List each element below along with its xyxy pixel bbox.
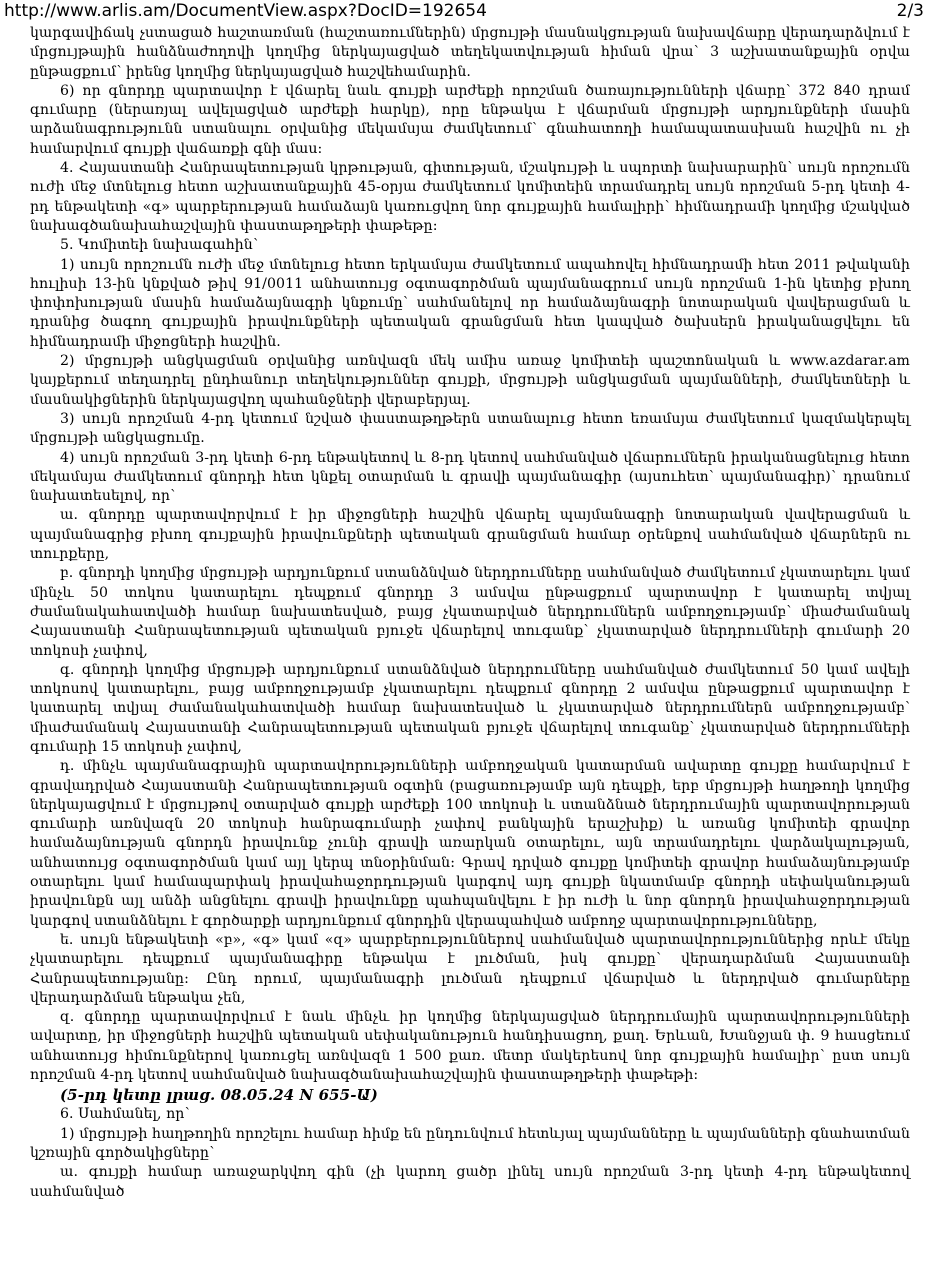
paragraph: 6) որ գնորդը պարտավոր է վճարել նաև գույքի արժեքի որոշման ծառայությունների վճարը՝ 372 840 դրամ գումարը (ներառյալ ավելացված արժեքի հարկը), որը ենթակա է վճարման մրցույթի արդյունքների մասին արձանագրությունն ստանալու օրվանից մեկամսյա ժամկետում՝ գնահատողի համապատասխան հաշվին ու չի համարվում գույքի վաճառքի գնի մաս:: [30, 82, 910, 157]
paragraph: 4. Հայաստանի Հանրապետության կրթության, գիտության, մշակույթի և սպորտի նախարարին՝ սույն որոշումն ուժի մեջ մտնելուց հետո աշխատանքային 45-օրյա ժամկետում կոմիտեին տրամադրել սույն որոշման 5-րդ կետի 4-րդ ենթակետի «գ» պարբերության համաձայն կառուցվող նոր գույքային համալիրի՝ հիմնադրամի կողմից մշակված նախագծանախահաշվային փաստաթղթերի փաթեթը:: [30, 160, 910, 234]
paragraph: ա. գնորդը պարտավորվում է իր միջոցների հաշվին վճարել պայմանագրի նոտարական վավերացման և պայմանագրից բխող գույքային իրավունքների պետական գրանցման համար օրենքով սահմանված վճարներն ու տուրքերը,: [30, 507, 910, 563]
paragraph: բ. գնորդի կողմից մրցույթի արդյունքում ստանձնված ներդրումները սահմանված ժամկետում չկատարելու կամ մինչև 50 տոկոս կատարելու դեպքում գնորդը 3 ամսվա ընթացքում պարտավոր է կատարել տվյալ ժամանակահատվածի համար նախատեսված, բայց չկատարված ներդրումներն ամբողջությամբ՝ միաժամանակ Հայաստանի Հանրապետության պետական բյուջե վճարելով տուգանք՝ չկատարված ներդրումների գումարի 20 տոկոսի չափով,: [30, 565, 910, 659]
paragraph: զ. գնորդը պարտավորվում է նաև մինչև իր կողմից ներկայացված ներդրումային պարտավորությունների ավարտը, իր միջոցների հաշվին պետական սեփականություն հանդիսացող, քաղ. Երևան, Խանջյան փ. 9 հասցեում անհատույց հիմունքներով կառուցել առնվազն 1 500 քառ. մետր մակերեսով նոր գույքային համալիր՝ ըստ սույն որոշման 4-րդ կետով սահմանված նախագծանախահաշվային փաստաթղթերի փաթեթի:: [30, 1009, 910, 1084]
print-header: [0, 0, 932, 24]
paragraph: դ. մինչև պայմանագրային պարտավորությունների ամբողջական կատարման ավարտը գույքը համարվում է գրավադրված Հայաստանի Հանրապետության օգտին (բացառությամբ այն դեպքի, երբ մրցույթի հաղթողի կողմից ներկայացվում է մրցույթով օտարված գույքի արժեքի 100 տոկոսի և ստանձնած ներդրումային պարտավորության գումարի առնվազն 20 տոկոսի հանրագումարի չափով բանկային երաշխիք) և առանց կոմիտեի գրավոր համաձայնության գնորդն իրավունք չունի գրավի առարկան օտարելու, այն տրամադրելու վարձակալության, անհատույց օգտագործման կամ այլ կերպ տնօրինման: Գրավ դրված գույքը կոմիտեի գրավոր համաձայնությամբ օտարելու կամ համապարփակ իրավահաջորդության կարգով այդ գույքի նկատմամբ գնորդի սեփականության իրավունքն այլ անձի անցնելու գրավի իրավունքը պահպանվելու է իր ուժի և նոր գնորդն իրավահաջորդության կարգով ստանձնելու է գործարքի արդյունքում գնորդին վերապահված ամբողջ պարտավորությունները,: [30, 758, 910, 929]
paragraph: 5. Կոմիտեի նախագահին՝: [60, 237, 259, 254]
page-url: http://www.arlis.am/DocumentView.aspx?DocID=192654: [4, 1, 487, 21]
page-number: 2/3: [896, 1, 924, 21]
paragraph: ա. գույքի համար առաջարկվող գին (չի կարող ցածր լինել սույն որոշման 3-րդ կետի 4-րդ ենթակետով սահմանված: [30, 1164, 910, 1200]
paragraph: գ. գնորդի կողմից մրցույթի արդյունքում ստանձնված ներդրումները սահմանված ժամկետում 50 կամ ավելի տոկոսով կատարելու, բայց ամբողջությամբ չկատարելու դեպքում գնորդը 2 ամսվա ընթացքում պարտավոր է կատարել տվյալ ժամանակահատվածի համար նախատեսված և չկատարված ներդրումներն ամբողջությամբ՝ միաժամանակ Հայաստանի Հանրապետության պետական բյուջե վճարելով տուգանք՝ չկատարված ներդրումների գումարի 15 տոկոսի չափով,: [30, 661, 910, 755]
paragraph: 1) սույն որոշումն ուժի մեջ մտնելուց հետո երկամսյա ժամկետում ապահովել հիմնադրամի հետ 2011 թվականի հուլիսի 13-ին կնքված թիվ 91/0011 անհատույց օգտագործման պայմանագրում սույն որոշման 1-ին կետից բխող փոփոխության մասին համաձայնագրի կնքումը՝ սահմանելով որ համաձայնագրի նոտարական վավերացման և դրանից ծագող գույքային իրավունքների պետական գրանցման հետ կապված ծախսերն իրականացվելու են հիմնադրամի միջոցների հաշվին.: [30, 256, 910, 350]
paragraph: 3) սույն որոշման 4-րդ կետում նշված փաստաթղթերն ստանալուց հետո եռամսյա ժամկետում կազմակերպել մրցույթի անցկացումը.: [30, 410, 910, 447]
paragraph: 4) սույն որոշման 3-րդ կետի 6-րդ ենթակետով և 8-րդ կետով սահմանված վճարումներն իրականացնելուց հետո մեկամսյա ժամկետում գնորդի հետ կնքել օտարման և գրավի պայմանագիր (այսուհետ՝ պայմանագիր)՝ դրանում նախատեսելով, որ՝: [30, 449, 910, 505]
paragraph: ե. սույն ենթակետի «բ», «գ» կամ «զ» պարբերություններով սահմանված պարտավորություններից որևէ մեկը չկատարելու դեպքում պայմանագիրը ենթակա է լուծման, իսկ գույքը՝ վերադարձման Հայաստանի Հանրապետությանը: Ընդ որում, պայմանագրի լուծման դեպքում վճարված և ներդրված գումարները վերադարձման ենթակա չեն,: [30, 931, 910, 1006]
paragraph: 1) մրցույթի հաղթողին որոշելու համար հիմք են ընդունվում հետևյալ պայմանները և պայմանների գնահատման կշռային գործակիցները՝: [30, 1125, 910, 1161]
paragraph: 6. Սահմանել, որ՝: [60, 1106, 190, 1123]
document-body: [30, 24, 910, 1202]
paragraph: 2) մրցույթի անցկացման օրվանից առնվազն մեկ ամիս առաջ կոմիտեի պաշտոնական և www.azdarar.am կայքերում տեղադրել ընդհանուր տեղեկություններ գույքի, մրցույթի անցկացման պայմանների, ժամկետների և մասնակիցներին ներկայացվող պահանջների վերաբերյալ.: [30, 353, 910, 408]
amendment-note: (5-րդ կետը լրաց. 08.05.24 N 655-Ա): [60, 1086, 378, 1105]
paragraph: կարգավիճակ չստացած հաշտառման (հաշտառումներին) մրցույթի մասնակցության նախավճարը վերադարձվում է մրցույթային հանձնաժողովի կողմից ներկայացված տեղեկատվության հիման վրա՝ 3 աշխատանքային օրվա ընթացքում՝ իրենց կողմից ներկայացված հաշվեհամարին.: [30, 25, 910, 80]
